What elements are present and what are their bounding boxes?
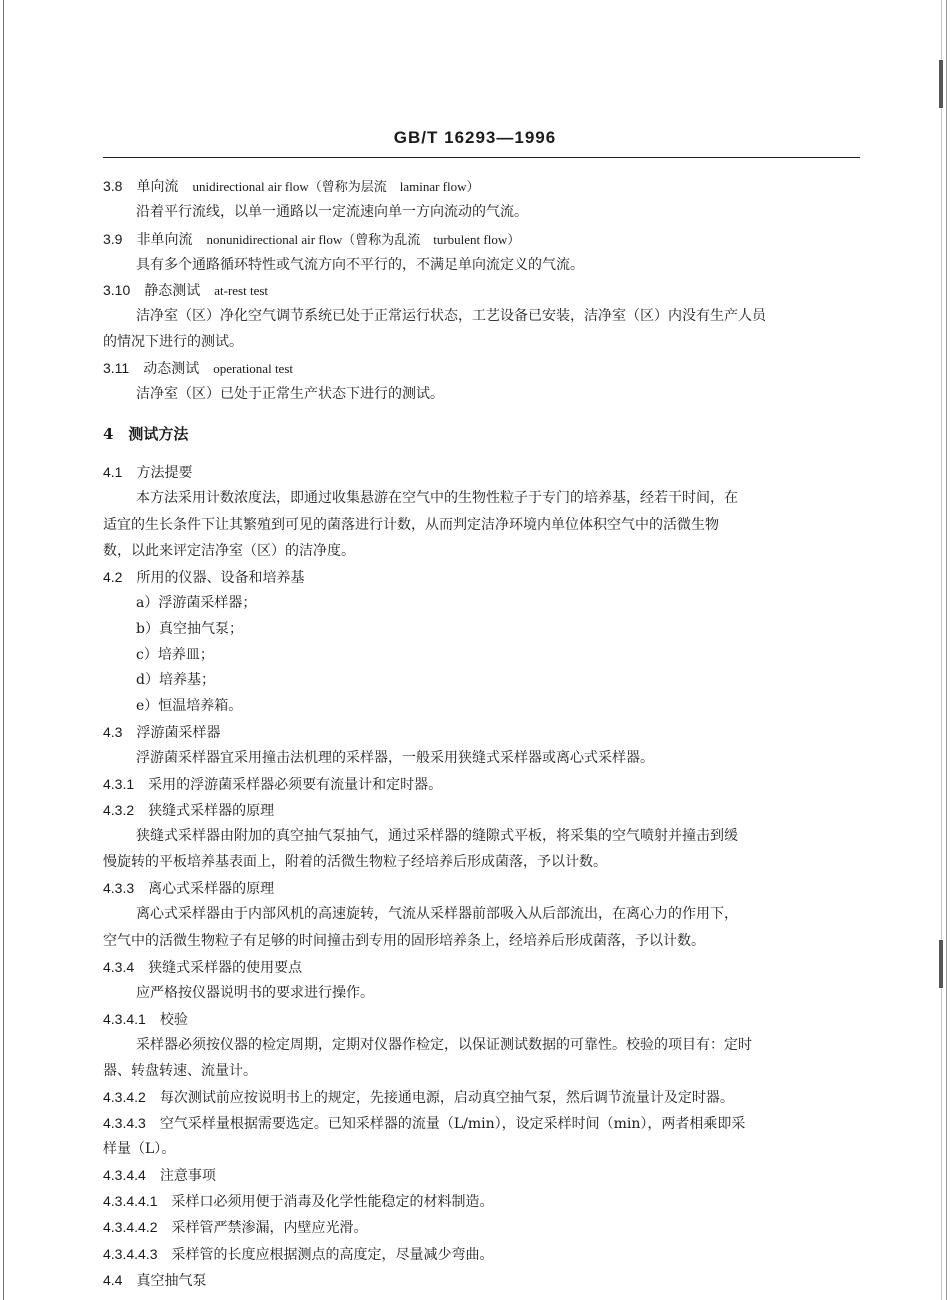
clause-4-1: 4.1 方法提要 xyxy=(103,464,193,481)
clause-3-11-text: 洁净室（区）已处于正常生产状态下进行的测试。 xyxy=(136,386,444,402)
clause-4-3-1: 4.3.1 采用的浮游菌采样器必须要有流量计和定时器。 xyxy=(103,776,443,793)
header-rule xyxy=(103,157,860,158)
clause-4-3-2: 4.3.2 狭缝式采样器的原理 xyxy=(103,802,275,819)
list-item-a: a）浮游菌采样器； xyxy=(136,595,257,611)
clause-4-4: 4.4 真空抽气泵 xyxy=(103,1272,207,1289)
clause-4-3-2-text: 狭缝式采样器由附加的真空抽气泵抽气，通过采样器的缝隙式平板，将采集的空气喷射并撞击到缓 xyxy=(136,828,738,844)
clause-4-3-4-3: 4.3.4.3 空气采样量根据需要选定。已知采样器的流量（L/min），设定采样时间（min），两者相乘即采 xyxy=(103,1115,746,1132)
clause-4-3-3-text-2: 空气中的活微生物粒子有足够的时间撞击到专用的固形培养条上，经培养后形成菌落，予以计数。 xyxy=(103,933,705,949)
clause-4-3-4: 4.3.4 狭缝式采样器的使用要点 xyxy=(103,959,303,976)
scan-mark xyxy=(939,60,943,108)
clause-4-3-4-1: 4.3.4.1 校验 xyxy=(103,1011,188,1028)
clause-4-3: 4.3 浮游菌采样器 xyxy=(103,724,221,741)
clause-4-3-3: 4.3.3 离心式采样器的原理 xyxy=(103,880,275,897)
clause-4-3-4-text: 应严格按仪器说明书的要求进行操作。 xyxy=(136,985,374,1001)
clause-4-3-4-4: 4.3.4.4 注意事项 xyxy=(103,1167,216,1184)
clause-3-9-text: 具有多个通路循环特性或气流方向不平行的，不满足单向流定义的气流。 xyxy=(136,257,584,273)
clause-4-3-4-1-text: 采样器必须按仪器的检定周期，定期对仪器作检定，以保证测试数据的可靠性。校验的项目有：定时 xyxy=(136,1037,752,1053)
clause-3-10: 3.10 静态测试 at-rest test xyxy=(103,282,269,299)
clause-3-11: 3.11 动态测试 operational test xyxy=(103,360,293,377)
clause-3-8: 3.8 单向流 unidirectional air flow（曾称为层流 laminar flow） xyxy=(103,178,480,195)
list-item-e: e）恒温培养箱。 xyxy=(136,698,243,714)
clause-4-3-4-4-1: 4.3.4.4.1 采样口必须用便于消毒及化学性能稳定的材料制造。 xyxy=(103,1193,494,1210)
list-item-b: b）真空抽气泵； xyxy=(136,621,243,637)
list-item-d: d）培养基； xyxy=(136,672,215,688)
clause-3-10-text-cont: 的情况下进行的测试。 xyxy=(103,334,243,350)
clause-4-3-4-2: 4.3.4.2 每次测试前应按说明书上的规定，先接通电源，启动真空抽气泵，然后调节流量计及定时器。 xyxy=(103,1089,734,1106)
page-edge-right-outer xyxy=(946,0,947,1300)
list-item-c: c）培养皿； xyxy=(136,647,214,663)
scan-mark xyxy=(939,940,943,988)
clause-4-3-text: 浮游菌采样器宜采用撞击法机理的采样器，一般采用狭缝式采样器或离心式采样器。 xyxy=(136,750,654,766)
clause-4-1-text-2: 适宜的生长条件下让其繁殖到可见的菌落进行计数，从而判定洁净环境内单位体积空气中的活微生物 xyxy=(103,517,719,533)
clause-4-3-4-4-2: 4.3.4.4.2 采样管严禁渗漏，内壁应光滑。 xyxy=(103,1219,368,1236)
clause-4-1-text: 本方法采用计数浓度法，即通过收集悬游在空气中的生物性粒子于专门的培养基，经若干时间，在 xyxy=(136,490,738,506)
clause-3-9: 3.9 非单向流 nonunidirectional air flow（曾称为乱流 turbulent flow） xyxy=(103,231,521,248)
section-4-heading: 4 测试方法 xyxy=(103,425,189,443)
clause-4-3-4-3-text: 样量（L）。 xyxy=(103,1141,176,1157)
clause-3-8-text: 沿着平行流线，以单一通路以一定流速向单一方向流动的气流。 xyxy=(136,204,528,220)
page-edge-left xyxy=(3,0,4,1300)
clause-4-3-2-text-2: 慢旋转的平板培养基表面上，附着的活微生物粒子经培养后形成菌落，予以计数。 xyxy=(103,854,607,870)
clause-4-3-3-text: 离心式采样器由于内部风机的高速旋转，气流从采样器前部吸入从后部流出，在离心力的作用下， xyxy=(136,906,738,922)
clause-4-1-text-3: 数，以此来评定洁净室（区）的洁净度。 xyxy=(103,543,355,559)
page-edge-right xyxy=(941,0,942,1300)
clause-4-3-4-1-text-2: 器、转盘转速、流量计。 xyxy=(103,1063,257,1079)
document-header: GB/T 16293—1996 xyxy=(393,128,557,147)
clause-4-3-4-4-3: 4.3.4.4.3 采样管的长度应根据测点的高度定，尽量减少弯曲。 xyxy=(103,1246,494,1263)
clause-3-10-text: 洁净室（区）净化空气调节系统已处于正常运行状态，工艺设备已安装，洁净室（区）内没有生产人员 xyxy=(136,308,766,324)
clause-4-2: 4.2 所用的仪器、设备和培养基 xyxy=(103,569,305,586)
